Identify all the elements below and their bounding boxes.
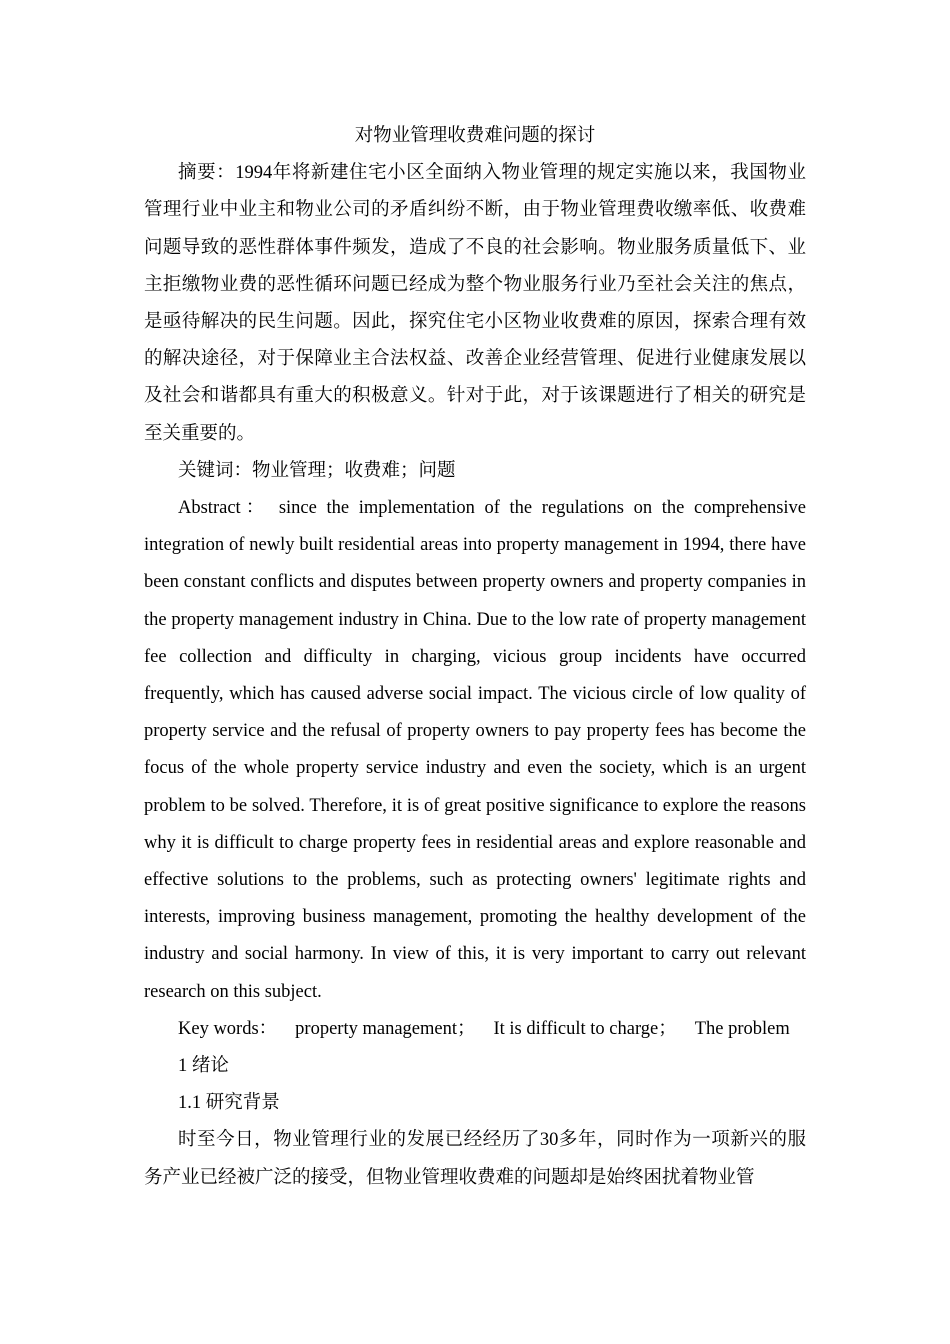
keywords-cn: 关键词：物业管理；收费难；问题 bbox=[178, 460, 456, 481]
body-paragraph: 时至今日，物业管理行业的发展已经经历了30多年，同时作为一项新兴的服务产业已经被广泛的接受，但物业管理收费难的问题却是始终困扰着物业管 bbox=[144, 1130, 806, 1188]
keywords-en bbox=[144, 1011, 806, 1048]
section-heading-1: 1 绪论 bbox=[178, 1056, 229, 1077]
keyword-en-item: The problem bbox=[694, 1018, 790, 1039]
section-heading-1-1: 1.1 研究背景 bbox=[178, 1093, 280, 1114]
document-title: 对物业管理收费难问题的探讨 bbox=[354, 126, 596, 146]
abstract-en: Abstract： since the implementation of the regulations on the comprehensive integration of newly built residential areas into property management in 1994, there have been constant conflicts and disputes between property owners and property companies in the property management industry in China. Due to the low rate of property management fee collection and difficulty in charging, vicious group incidents have occurred frequently, which has caused adverse social impact. The vicious circle of low quality of property service and the refusal of property owners to pay property fees has become the focus of the whole property service industry and even the society, which is an urgent problem to be solved. Therefore, it is of great positive significance to explore the reasons why it is difficult to charge property fees in residential areas and explore reasonable and effective solutions to the problems, such as protecting owners' legitimate rights and interests, improving business management, promoting the healthy development of the industry and social harmony. In view of this, it is very important to carry out relevant research on this subject. bbox=[144, 498, 806, 1002]
keyword-en-item: property management； bbox=[295, 1018, 476, 1039]
keywords-en-label: Key words： bbox=[178, 1018, 278, 1039]
abstract-cn: 摘要：1994年将新建住宅小区全面纳入物业管理的规定实施以来，我国物业管理行业中业主和物业公司的矛盾纠纷不断，由于物业管理费收缴率低、收费难问题导致的恶性群体事件频发，造成了不良的社会影响。物业服务质量低下、业主拒缴物业费的恶性循环问题已经成为整个物业服务行业乃至社会关注的焦点，是亟待解决的民生问题。因此，探究住宅小区物业收费难的原因，探索合理有效的解决途径，对于保障业主合法权益、改善企业经营管理、促进行业健康发展以及社会和谐都具有重大的积极意义。针对于此，对于该课题进行了相关的研究是至关重要的。 bbox=[144, 163, 806, 444]
keyword-en-item: It is difficult to charge； bbox=[493, 1018, 677, 1039]
document-page bbox=[144, 118, 806, 1197]
